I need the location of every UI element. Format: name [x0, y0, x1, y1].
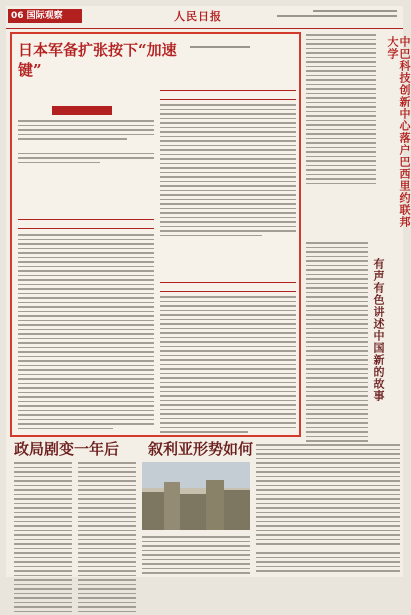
- lower-column-2: [78, 462, 136, 615]
- right-column-text: [306, 34, 376, 187]
- lower-column-3: [142, 536, 250, 577]
- lower-column-4: [256, 444, 400, 548]
- article-column-right-2: [160, 296, 296, 436]
- masthead-meta: [277, 10, 397, 20]
- photo-sky: [142, 462, 250, 488]
- subheading: [18, 219, 154, 229]
- newspaper-logo: 人民日报: [174, 10, 222, 23]
- lower-headline-left: 政局剧变一年后: [14, 440, 120, 458]
- byline: [190, 46, 250, 51]
- article-column-left-2: [18, 234, 154, 432]
- section-name: 国际观察: [26, 11, 63, 21]
- subheading: [160, 90, 296, 100]
- masthead-rule: [6, 28, 403, 29]
- article-column-right: [160, 104, 296, 239]
- newspaper-page: [6, 6, 411, 577]
- feature-article-box: [10, 32, 301, 437]
- lower-column-1: [14, 462, 72, 615]
- vertical-headline: 中巴科技创新中心落户巴西里约联邦大学: [386, 36, 411, 228]
- feature-headline: 日本军备扩张按下“加速键”: [18, 41, 177, 79]
- right-column-text-2: [306, 242, 368, 445]
- lower-section: [10, 440, 403, 577]
- subheading: [160, 282, 296, 292]
- masthead: [6, 6, 403, 30]
- section-tab: [8, 9, 82, 23]
- vertical-headline: 有声有色讲述中国新的故事: [372, 258, 385, 402]
- article-column-left: [18, 120, 154, 166]
- lower-headline-right: 叙利亚形势如何: [148, 440, 254, 458]
- section-tag: [52, 106, 112, 115]
- city-photo: [142, 462, 250, 530]
- lower-column-5: [256, 552, 400, 575]
- right-column: [306, 32, 411, 437]
- page-number: 06: [11, 11, 24, 21]
